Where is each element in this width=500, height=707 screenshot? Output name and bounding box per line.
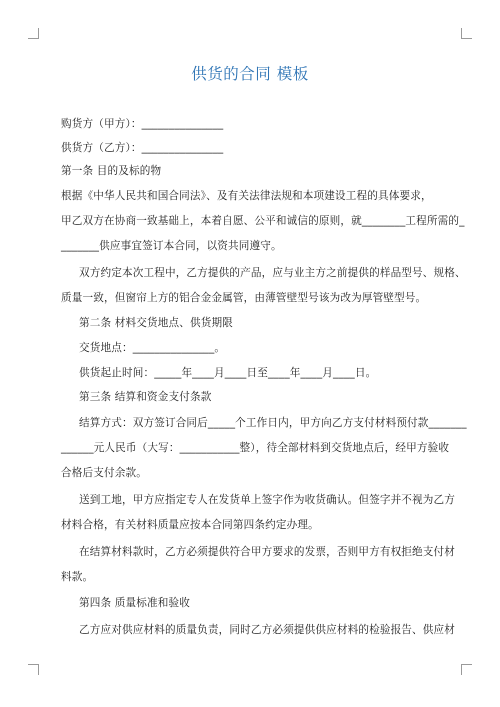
corner-mark-bottom-right bbox=[461, 664, 472, 675]
paragraph-line: 根据《中华人民共和国合同法》、及有关法律法规和本项建设工程的具体要求， bbox=[61, 190, 432, 202]
paragraph-line: 送到工地，甲方应指定专人在发货单上签字作为收货确认。但签字并不视为乙方 bbox=[79, 494, 456, 506]
article-3-heading: 第三条 结算和资金支付条款 bbox=[79, 391, 212, 403]
article-2-heading: 第二条 材料交货地点、供货期限 bbox=[79, 317, 233, 329]
corner-mark-top-left bbox=[28, 28, 39, 39]
document-title: 供货的合同 模板 bbox=[191, 65, 309, 83]
paragraph-line: 质量一致，但窗帘上方的铝合金金属管，由薄管壁型号该为改为厚管壁型号。 bbox=[61, 292, 427, 304]
delivery-location-line: 交货地点：_______________。 bbox=[79, 342, 226, 354]
paragraph-line: 合格后支付余款。 bbox=[61, 467, 147, 479]
paragraph-line: ______元人民币（大写：___________整），待全部材料到交货地点后，经甲方验收 bbox=[61, 442, 450, 454]
corner-mark-bottom-left bbox=[28, 664, 39, 675]
paragraph-line: _______供应事宜签订本合同，以资共同遵守。 bbox=[61, 240, 282, 252]
supply-period-line: 供货起止时间：_____年____月____日至____年____月____日。 bbox=[79, 367, 377, 379]
supplier-line: 供货方（乙方）：_______________ bbox=[61, 142, 224, 154]
paragraph-line: 材料合格，有关材料质量应按本合同第四条约定办理。 bbox=[61, 519, 319, 531]
article-1-heading: 第一条 目的及标的物 bbox=[61, 165, 162, 177]
corner-mark-top-right bbox=[461, 28, 472, 39]
paragraph-line: 乙方应对供应材料的质量负责，同时乙方必须提供供应材料的检验报告、供应材 bbox=[79, 624, 456, 636]
paragraph-line: 甲乙双方在协商一致基础上，本着自愿、公平和诚信的原则，就________工程所需的_ bbox=[61, 215, 465, 227]
paragraph-line: 料款。 bbox=[61, 571, 94, 583]
buyer-line: 购货方（甲方）：_______________ bbox=[61, 118, 224, 130]
paragraph-line: 结算方式：双方签订合同后_____个工作日内，甲方向乙方支付材料预付款_______ bbox=[79, 417, 467, 429]
paragraph-line: 在结算材料款时，乙方必须提供符合甲方要求的发票，否则甲方有权拒绝支付材 bbox=[79, 546, 456, 558]
paragraph-line: 双方约定本次工程中，乙方提供的产品，应与业主方之前提供的样品型号、规格、 bbox=[79, 267, 466, 279]
article-4-heading: 第四条 质量标准和验收 bbox=[79, 597, 190, 609]
